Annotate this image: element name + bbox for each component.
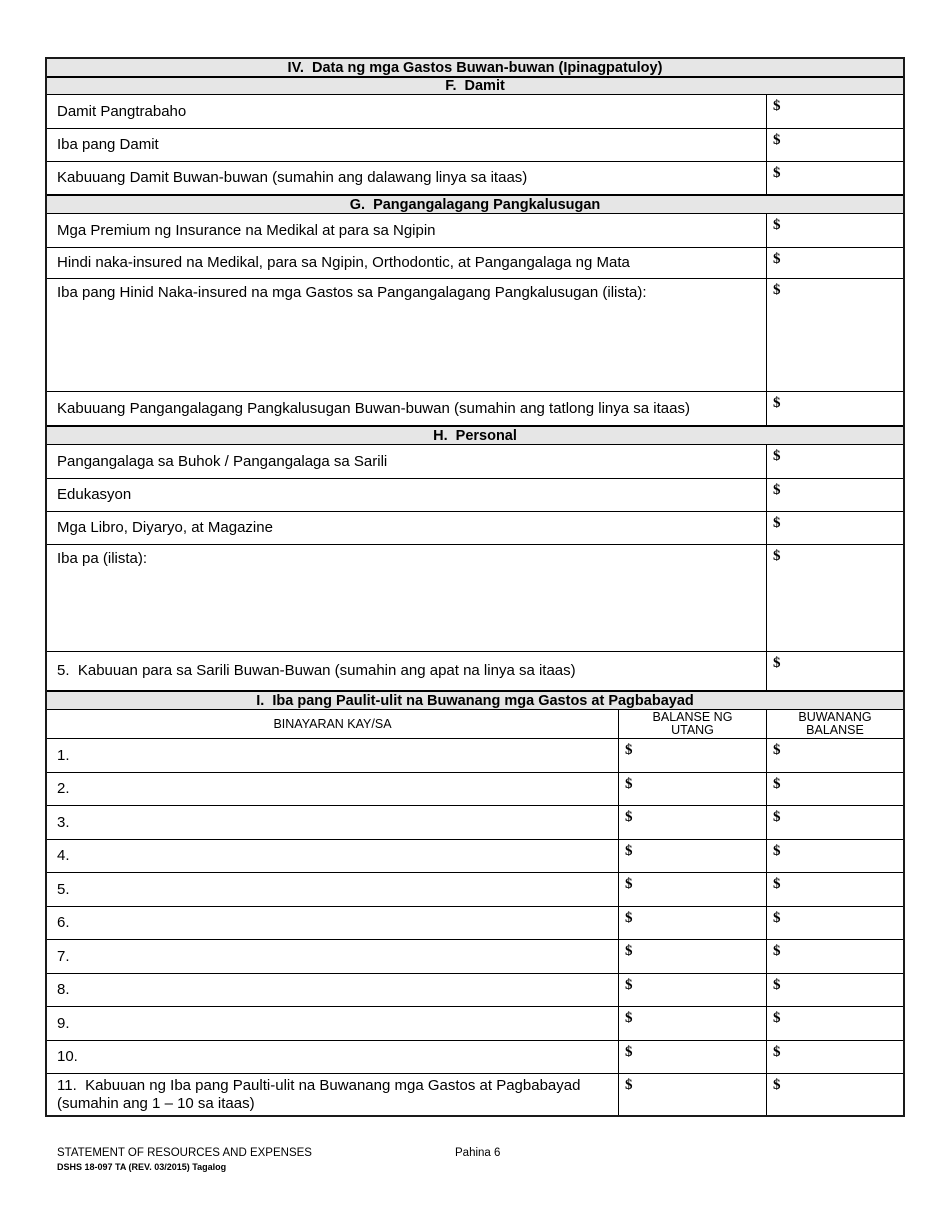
- payee-input-cell[interactable]: 3.: [57, 813, 70, 831]
- payee-input-cell[interactable]: 4.: [57, 847, 70, 864]
- debt-balance-input-cell[interactable]: [618, 907, 766, 939]
- dollar-sign: $: [773, 98, 781, 114]
- monthly-balance-input-cell[interactable]: [766, 773, 903, 805]
- list-input-area[interactable]: Iba pang Hinid Naka-insured na mga Gastos sa Pangangalagang Pangkalusugan (ilista):: [57, 284, 647, 301]
- table-row: [47, 95, 903, 129]
- row-label: Hindi naka-insured na Medikal, para sa Ngipin, Orthodontic, at Pangangalaga ng Mata: [57, 254, 630, 271]
- table-row: [47, 652, 903, 691]
- section-h-header: [47, 426, 903, 445]
- debt-balance-input-cell[interactable]: [618, 739, 766, 772]
- amount-input-cell[interactable]: [766, 248, 903, 278]
- table-row: [47, 162, 903, 195]
- section-i-header: [47, 691, 903, 710]
- monthly-balance-input-cell[interactable]: [766, 840, 903, 872]
- section-f-header: [47, 77, 903, 95]
- payee-input-cell[interactable]: 7.: [57, 947, 70, 965]
- payee-input-cell[interactable]: 9.: [57, 1014, 70, 1032]
- debt-balance-input-cell[interactable]: [618, 1007, 766, 1040]
- form-number: DSHS 18-097 TA (REV. 03/2015) Tagalog: [57, 1162, 227, 1172]
- section-iv-header: [47, 59, 903, 77]
- dollar-sign: $: [773, 943, 781, 959]
- table-row: [47, 129, 903, 162]
- payee-input-cell[interactable]: 1.: [57, 746, 70, 764]
- row-label: Damit Pangtrabaho: [57, 102, 187, 120]
- row-label: Mga Premium ng Insurance na Medikal at para sa Ngipin: [57, 221, 436, 239]
- amount-input-cell[interactable]: [766, 214, 903, 247]
- dollar-sign: $: [625, 943, 633, 959]
- monthly-expenses-table: [45, 57, 905, 1117]
- row-label: 5. Kabuuan para sa Sarili Buwan-Buwan (sumahin ang apat na linya sa itaas): [57, 662, 576, 679]
- dollar-sign: $: [773, 132, 781, 148]
- total-row: [47, 1074, 903, 1115]
- amount-input-cell[interactable]: [766, 512, 903, 544]
- table-row: [47, 512, 903, 545]
- dollar-sign: $: [773, 843, 781, 859]
- column-header-payee: BINAYARAN KAY/SA: [273, 716, 392, 731]
- debt-balance-input-cell[interactable]: [618, 840, 766, 872]
- payee-input-cell[interactable]: 5.: [57, 880, 70, 898]
- table-row: [47, 840, 903, 873]
- dollar-sign: $: [773, 251, 781, 267]
- monthly-balance-input-cell[interactable]: [766, 974, 903, 1006]
- dollar-sign: $: [773, 282, 781, 298]
- table-row: [47, 545, 903, 652]
- payee-input-cell[interactable]: 6.: [57, 914, 70, 931]
- amount-input-cell[interactable]: [766, 652, 903, 690]
- monthly-balance-input-cell[interactable]: [766, 873, 903, 906]
- debt-balance-input-cell[interactable]: [618, 1074, 766, 1115]
- dollar-sign: $: [773, 742, 781, 758]
- list-input-area[interactable]: Iba pa (ilista):: [57, 550, 148, 567]
- section-f-title: F. Damit: [445, 78, 505, 94]
- row-label: Kabuuang Damit Buwan-buwan (sumahin ang dalawang linya sa itaas): [57, 169, 528, 186]
- dollar-sign: $: [773, 165, 781, 181]
- section-i-title: I. Iba pang Paulit-ulit na Buwanang mga Gastos at Pagbabayad: [256, 692, 694, 709]
- amount-input-cell[interactable]: [766, 392, 903, 425]
- document-title: STATEMENT OF RESOURCES AND EXPENSES: [57, 1147, 312, 1159]
- monthly-balance-input-cell[interactable]: [766, 1074, 903, 1115]
- section-iv-title: IV. Data ng mga Gastos Buwan-buwan (Ipinagpatuloy): [287, 59, 663, 76]
- dollar-sign: $: [773, 548, 781, 564]
- monthly-balance-input-cell[interactable]: [766, 1007, 903, 1040]
- monthly-balance-input-cell[interactable]: [766, 739, 903, 772]
- amount-input-cell[interactable]: [766, 129, 903, 161]
- dollar-sign: $: [625, 742, 633, 758]
- dollar-sign: $: [773, 515, 781, 531]
- amount-input-cell[interactable]: [766, 95, 903, 128]
- row-label: Pangangalaga sa Buhok / Pangangalaga sa Sarili: [57, 452, 388, 470]
- table-row: [47, 445, 903, 479]
- debt-balance-input-cell[interactable]: [618, 974, 766, 1006]
- section-h-title: H. Personal: [433, 427, 517, 444]
- dollar-sign: $: [773, 876, 781, 892]
- payee-input-cell[interactable]: 10.: [57, 1048, 78, 1065]
- dollar-sign: $: [773, 217, 781, 233]
- table-row: [47, 974, 903, 1007]
- dollar-sign: $: [773, 1077, 781, 1093]
- dollar-sign: $: [773, 655, 781, 671]
- debt-balance-input-cell[interactable]: [618, 806, 766, 839]
- row-label: Mga Libro, Diyaryo, at Magazine: [57, 519, 273, 536]
- amount-input-cell[interactable]: [766, 279, 903, 391]
- dollar-sign: $: [773, 1010, 781, 1026]
- row-label: 11. Kabuuan ng Iba pang Paulti-ulit na Buwanang mga Gastos at Pagbabayad (sumahin ang 1 – 10 sa itaas): [57, 1076, 585, 1112]
- debt-balance-input-cell[interactable]: [618, 1041, 766, 1073]
- monthly-balance-input-cell[interactable]: [766, 806, 903, 839]
- dollar-sign: $: [773, 395, 781, 411]
- monthly-balance-input-cell[interactable]: [766, 940, 903, 973]
- column-header-row: [47, 710, 903, 739]
- table-row: [47, 940, 903, 974]
- table-row: [47, 214, 903, 248]
- section-g-title: G. Pangangalagang Pangkalusugan: [349, 196, 601, 213]
- debt-balance-input-cell[interactable]: [618, 773, 766, 805]
- dollar-sign: $: [625, 1044, 633, 1060]
- dollar-sign: $: [773, 776, 781, 792]
- amount-input-cell[interactable]: [766, 545, 903, 651]
- dollar-sign: $: [773, 809, 781, 825]
- dollar-sign: $: [773, 910, 781, 926]
- dollar-sign: $: [773, 1044, 781, 1060]
- table-row: [47, 1007, 903, 1041]
- amount-input-cell[interactable]: [766, 162, 903, 194]
- dollar-sign: $: [625, 809, 633, 825]
- table-row: [47, 248, 903, 279]
- payee-input-cell[interactable]: 8.: [57, 981, 70, 998]
- dollar-sign: $: [625, 910, 633, 926]
- row-label: Iba pang Damit: [57, 136, 159, 153]
- dollar-sign: $: [625, 776, 633, 792]
- dollar-sign: $: [773, 977, 781, 993]
- table-row: [47, 873, 903, 907]
- table-row: [47, 1041, 903, 1074]
- row-label: Kabuuang Pangangalagang Pangkalusugan Buwan-buwan (sumahin ang tatlong linya sa itaas): [57, 399, 690, 417]
- table-row: [47, 739, 903, 773]
- table-row: [47, 392, 903, 426]
- payee-input-cell[interactable]: 2.: [57, 780, 70, 797]
- table-row: [47, 907, 903, 940]
- page-number: Pahina 6: [455, 1147, 501, 1159]
- debt-balance-input-cell[interactable]: [618, 940, 766, 973]
- amount-input-cell[interactable]: [766, 479, 903, 511]
- column-header-monthly-balance: BUWANANG BALANSE: [766, 710, 903, 738]
- section-g-header: [47, 195, 903, 214]
- table-row: [47, 479, 903, 512]
- table-row: [47, 279, 903, 392]
- monthly-balance-input-cell[interactable]: [766, 1041, 903, 1073]
- dollar-sign: $: [625, 977, 633, 993]
- dollar-sign: $: [773, 482, 781, 498]
- dollar-sign: $: [625, 876, 633, 892]
- monthly-balance-input-cell[interactable]: [766, 907, 903, 939]
- amount-input-cell[interactable]: [766, 445, 903, 478]
- table-row: [47, 773, 903, 806]
- column-header-debt-balance: BALANSE NG UTANG: [618, 710, 766, 738]
- row-label: Edukasyon: [57, 486, 132, 503]
- table-row: [47, 806, 903, 840]
- page-footer: [57, 1146, 897, 1172]
- dollar-sign: $: [625, 1077, 633, 1093]
- dollar-sign: $: [625, 1010, 633, 1026]
- dollar-sign: $: [773, 448, 781, 464]
- dollar-sign: $: [625, 843, 633, 859]
- debt-balance-input-cell[interactable]: [618, 873, 766, 906]
